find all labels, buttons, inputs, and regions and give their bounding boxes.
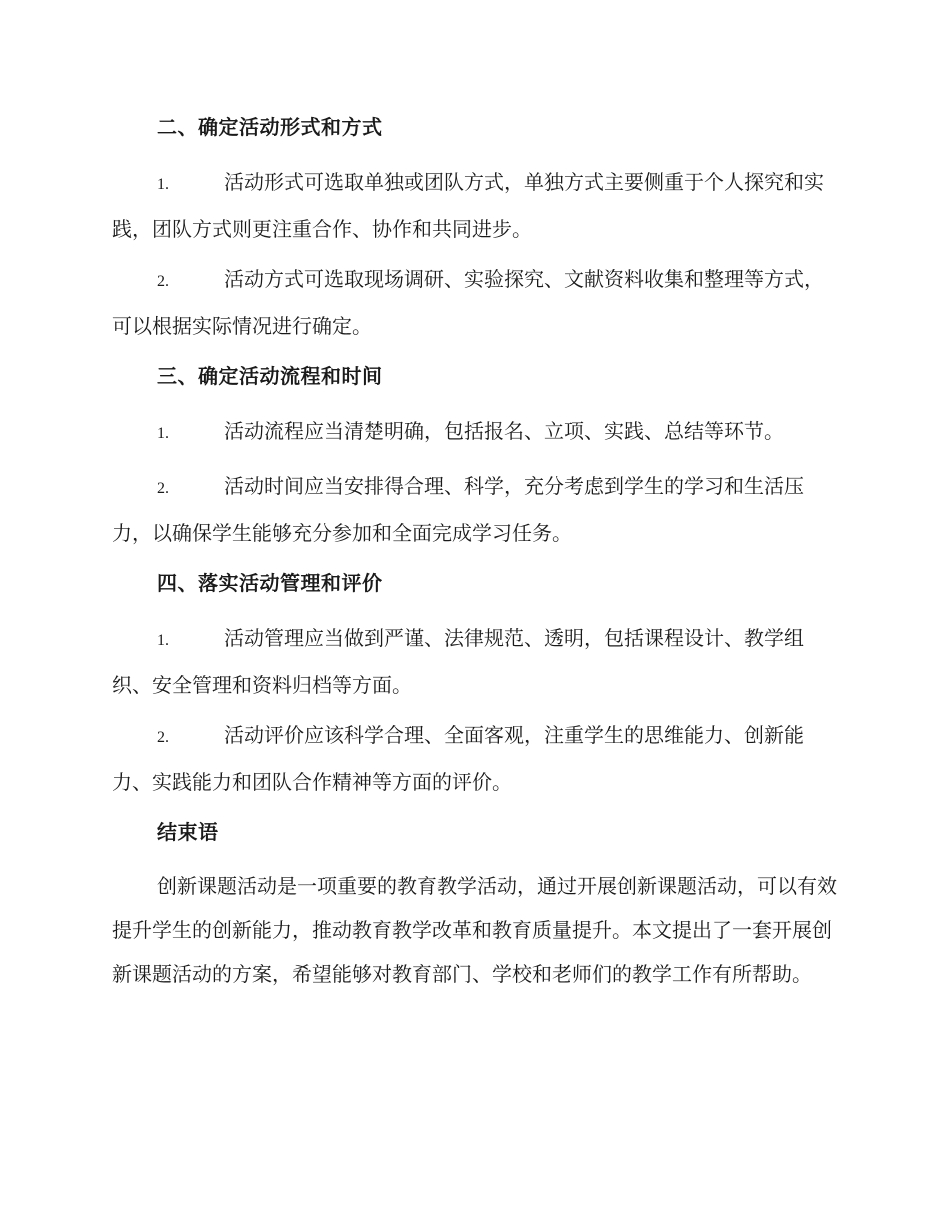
list-item-text: 活动评价应该科学合理、全面客观，注重学生的思维能力、创新能力、实践能力和团队合作精神等方面的评价。 bbox=[112, 723, 804, 794]
list-item bbox=[112, 160, 840, 251]
list-item bbox=[112, 713, 840, 804]
list-item-number: 2. bbox=[157, 273, 169, 290]
section-heading: 二、确定活动形式和方式 bbox=[157, 115, 383, 139]
list-item-text: 活动形式可选取单独或团队方式，单独方式主要侧重于个人探究和实践，团队方式则更注重合作、协作和共同进步。 bbox=[112, 170, 824, 241]
conclusion-heading: 结束语 bbox=[157, 820, 219, 844]
list-item-text: 活动时间应当安排得合理、科学，充分考虑到学生的学习和生活压力，以确保学生能够充分参加和全面完成学习任务。 bbox=[112, 474, 804, 545]
list-item bbox=[112, 409, 840, 456]
list-item bbox=[112, 257, 840, 348]
list-item-number: 2. bbox=[157, 729, 169, 746]
list-item bbox=[112, 464, 840, 555]
list-item-text: 活动流程应当清楚明确，包括报名、立项、实践、总结等环节。 bbox=[224, 419, 784, 443]
section-heading: 三、确定活动流程和时间 bbox=[157, 364, 383, 388]
conclusion-paragraph: 创新课题活动是一项重要的教育教学活动，通过开展创新课题活动，可以有效提升学生的创新能力，推动教育教学改革和教育质量提升。本文提出了一套开展创新课题活动的方案，希望能够对教育部门、学校和老师们的教学工作有所帮助。 bbox=[112, 874, 837, 986]
list-item-number: 1. bbox=[157, 632, 169, 649]
section-heading: 四、落实活动管理和评价 bbox=[157, 571, 383, 595]
list-item-text: 活动管理应当做到严谨、法律规范、透明，包括课程设计、教学组织、安全管理和资料归档等方面。 bbox=[112, 626, 804, 697]
list-item-number: 1. bbox=[157, 425, 169, 442]
list-item bbox=[112, 616, 840, 707]
list-item-number: 2. bbox=[157, 480, 169, 497]
list-item-text: 活动方式可选取现场调研、实验探究、文献资料收集和整理等方式，可以根据实际情况进行确定。 bbox=[112, 267, 824, 338]
list-item-number: 1. bbox=[157, 176, 169, 193]
